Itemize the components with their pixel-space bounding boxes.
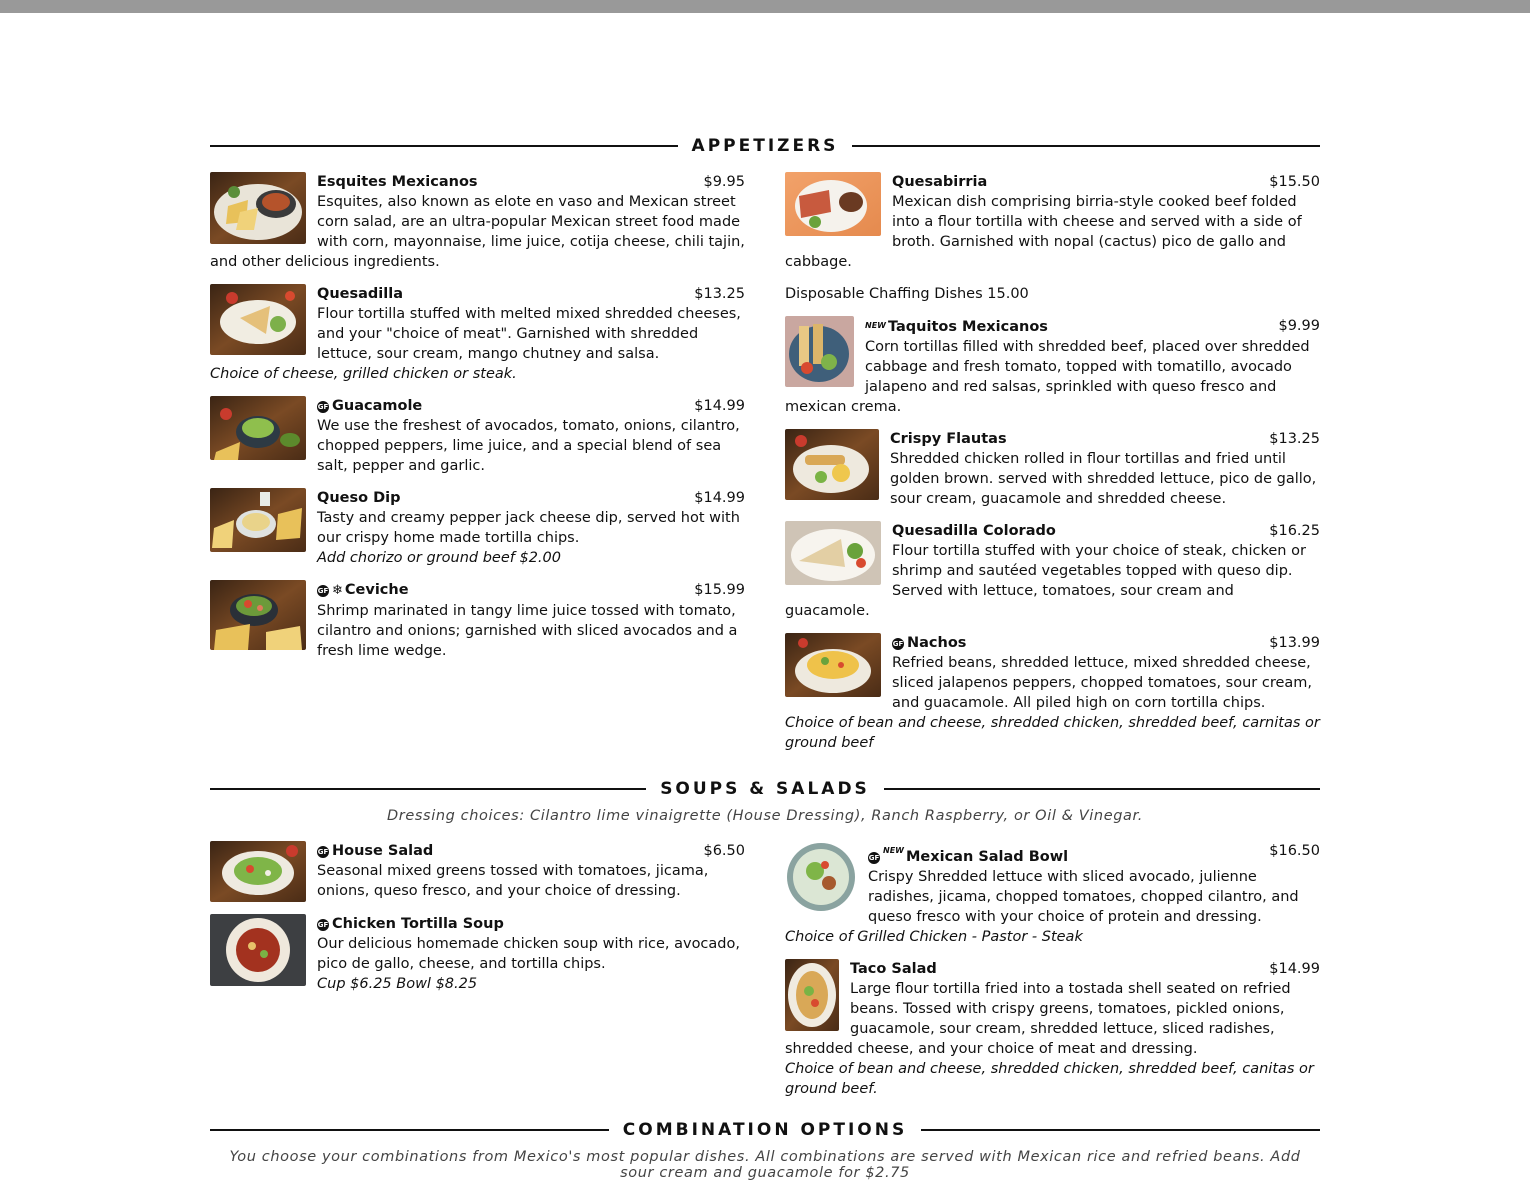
item-price: $6.50 — [703, 843, 745, 859]
item-description: Seasonal mixed greens tossed with tomatoes, jicama, onions, queso fresco, and your choice of dressing. — [317, 863, 709, 899]
quesabirria-photo — [785, 172, 881, 236]
menu-item[interactable] — [785, 959, 1320, 1099]
gluten-free-icon: GF — [892, 640, 904, 648]
menu-item[interactable] — [785, 521, 1320, 621]
snowflake-icon: ❄ — [332, 583, 343, 598]
item-price: $15.99 — [694, 582, 745, 598]
combination-options-title — [210, 1118, 1320, 1142]
item-price: $13.25 — [1269, 431, 1320, 447]
item-description: Mexican dish comprising birria-style cooked beef folded into a flour tortilla with cheese and served with a side of broth. Garnished with nopal (cactus) pico de gallo and cabbage. — [785, 194, 1302, 270]
esquites-photo — [210, 172, 306, 244]
item-price: $13.99 — [1269, 635, 1320, 651]
menu-item[interactable] — [785, 429, 1320, 509]
menu-item[interactable] — [785, 633, 1320, 753]
item-extra: Cup $6.25 Bowl $8.25 — [317, 976, 478, 992]
soups-right-column — [785, 841, 1320, 1111]
guacamole-photo — [210, 396, 306, 460]
item-price: $14.99 — [694, 398, 745, 414]
taquitos-photo — [785, 316, 854, 387]
new-icon: NEW — [865, 321, 886, 330]
section-title-text: COMBINATION OPTIONS — [609, 1120, 921, 1140]
item-name: Ceviche — [344, 582, 409, 598]
item-name: Guacamole — [332, 398, 423, 414]
dressing-note: Dressing choices: Cilantro lime vinaigrette (House Dressing), Ranch Raspberry, or Oil & Vinegar. — [387, 808, 1143, 824]
menu-item[interactable] — [210, 841, 745, 902]
item-description: Flour tortilla stuffed with your choice of steak, chicken or shrimp and sautéed vegetables topped with queso dip. Served with lettuce, tomatoes, sour cream and guacamole. — [785, 543, 1306, 619]
item-description: Our delicious homemade chicken soup with rice, avocado, pico de gallo, cheese, and tortilla chips. — [317, 936, 740, 972]
item-price: $13.25 — [694, 286, 745, 302]
item-description: Crispy Shredded lettuce with sliced avocado, julienne radishes, jicama, chopped tomatoes, chopped cilantro, and queso fresco with your choice of protein and dressing. — [868, 869, 1299, 925]
menu-item[interactable] — [785, 841, 1320, 947]
item-price: $14.99 — [694, 490, 745, 506]
combination-note: You choose your combinations from Mexico's most popular dishes. All combinations are served with Mexican rice and refried beans. Add sour cream and guacamole for $2.75 — [229, 1149, 1301, 1181]
item-description: Shredded chicken rolled in flour tortillas and fried until golden brown. served with shredded lettuce, pico de gallo, sour cream, guacamole and shredded cheese. — [890, 451, 1317, 507]
item-description: Large flour tortilla fried into a tostada shell seated on refried beans. Tossed with crispy greens, tomatoes, pickled onions, guacamole, sour cream, shredded lettuce, sliced radishes, shredded cheese, and your choice of meat and dressing. — [785, 981, 1291, 1057]
item-name: Esquites Mexicanos — [317, 174, 478, 190]
item-price: $15.50 — [1269, 174, 1320, 190]
appetizers-title — [210, 134, 1320, 158]
item-description: Shrimp marinated in tangy lime juice tossed with tomato, cilantro and onions; garnished with sliced avocados and a fresh lime wedge. — [317, 603, 738, 659]
nachos-photo — [785, 633, 881, 697]
item-name: Quesabirria — [892, 174, 988, 190]
menu-item[interactable] — [210, 172, 745, 272]
menu-item[interactable] — [210, 396, 745, 476]
section-title-text: SOUPS & SALADS — [646, 779, 884, 799]
gluten-free-icon: GF — [317, 587, 329, 595]
menu-item[interactable] — [210, 580, 745, 661]
item-name: Chicken Tortilla Soup — [332, 916, 504, 932]
item-name: Taco Salad — [850, 961, 937, 977]
soups-salads-title — [210, 777, 1320, 801]
item-extra: Choice of bean and cheese, shredded chicken, shredded beef, canitas or ground beef. — [785, 1061, 1314, 1097]
appetizers-right-column — [785, 172, 1320, 765]
menu-item[interactable] — [210, 914, 745, 994]
item-extra: Add chorizo or ground beef $2.00 — [317, 550, 561, 566]
combination-options-header — [210, 1118, 1320, 1142]
taco-salad-photo — [785, 959, 839, 1031]
section-title-text: APPETIZERS — [678, 136, 853, 156]
item-description: Refried beans, shredded lettuce, mixed shredded cheese, sliced jalapenos peppers, chopped tomatoes, sour cream, and guacamole. All piled high on corn tortilla chips. — [892, 655, 1313, 711]
item-price: $14.99 — [1269, 961, 1320, 977]
item-extra: Choice of Grilled Chicken - Pastor - Steak — [785, 929, 1083, 945]
ceviche-photo — [210, 580, 306, 650]
quesadilla-photo — [210, 284, 306, 355]
new-icon: NEW — [883, 846, 904, 855]
appetizers-header — [210, 134, 1320, 158]
appetizers-left-column — [210, 172, 745, 673]
item-name: Crispy Flautas — [890, 431, 1007, 447]
soups-left-column — [210, 841, 745, 1006]
item-name: Taquitos Mexicanos — [887, 319, 1048, 335]
salad-bowl-photo — [785, 841, 857, 913]
item-name: House Salad — [332, 843, 434, 859]
menu-item[interactable] — [210, 488, 745, 568]
soups-salads-header — [210, 777, 1320, 801]
gluten-free-icon: GF — [868, 854, 880, 862]
item-extra: Choice of bean and cheese, shredded chicken, shredded beef, carnitas or ground beef — [785, 715, 1320, 751]
item-name: Quesadilla Colorado — [892, 523, 1056, 539]
item-price: $9.95 — [703, 174, 745, 190]
item-price: $16.25 — [1269, 523, 1320, 539]
item-description: We use the freshest of avocados, tomato, onions, cilantro, chopped peppers, lime juice, and a special blend of sea salt, pepper and garlic. — [317, 418, 740, 474]
item-description: Esquites, also known as elote en vaso and Mexican street corn salad, are an ultra-popular Mexican street food made with corn, mayonnaise, lime juice, cotija cheese, chili tajin, and other delicious ingredients. — [210, 194, 745, 270]
chaffing-dishes-note: Disposable Chaffing Dishes 15.00 — [785, 286, 1029, 302]
gluten-free-icon: GF — [317, 848, 329, 856]
item-name: Nachos — [907, 635, 967, 651]
top-bar — [0, 0, 1530, 13]
item-name: Quesadilla — [317, 286, 403, 302]
item-name: Queso Dip — [317, 490, 401, 506]
item-description: Tasty and creamy pepper jack cheese dip, served hot with our crispy home made tortilla chips. — [317, 510, 740, 546]
menu-item[interactable] — [785, 172, 1320, 272]
menu-item[interactable] — [785, 316, 1320, 417]
item-price: $16.50 — [1269, 843, 1320, 859]
quesadilla-colorado-photo — [785, 521, 881, 585]
item-description: Corn tortillas filled with shredded beef, placed over shredded cabbage and fresh tomato, topped with tomatillo, avocado jalapeno and red salsas, sprinkled with queso fresco and mexican crema. — [785, 339, 1310, 415]
gluten-free-icon: GF — [317, 403, 329, 411]
item-price: $9.99 — [1278, 318, 1320, 334]
gluten-free-icon: GF — [317, 921, 329, 929]
house-salad-photo — [210, 841, 306, 902]
queso-dip-photo — [210, 488, 306, 552]
item-description: Flour tortilla stuffed with melted mixed shredded cheeses, and your "choice of meat". Garnished with shredded lettuce, sour cream, mango chutney and salsa. — [317, 306, 741, 362]
item-extra: Choice of cheese, grilled chicken or steak. — [210, 366, 517, 382]
tortilla-soup-photo — [210, 914, 306, 986]
item-name: Mexican Salad Bowl — [905, 849, 1069, 865]
menu-item[interactable] — [210, 284, 745, 384]
flautas-photo — [785, 429, 879, 500]
